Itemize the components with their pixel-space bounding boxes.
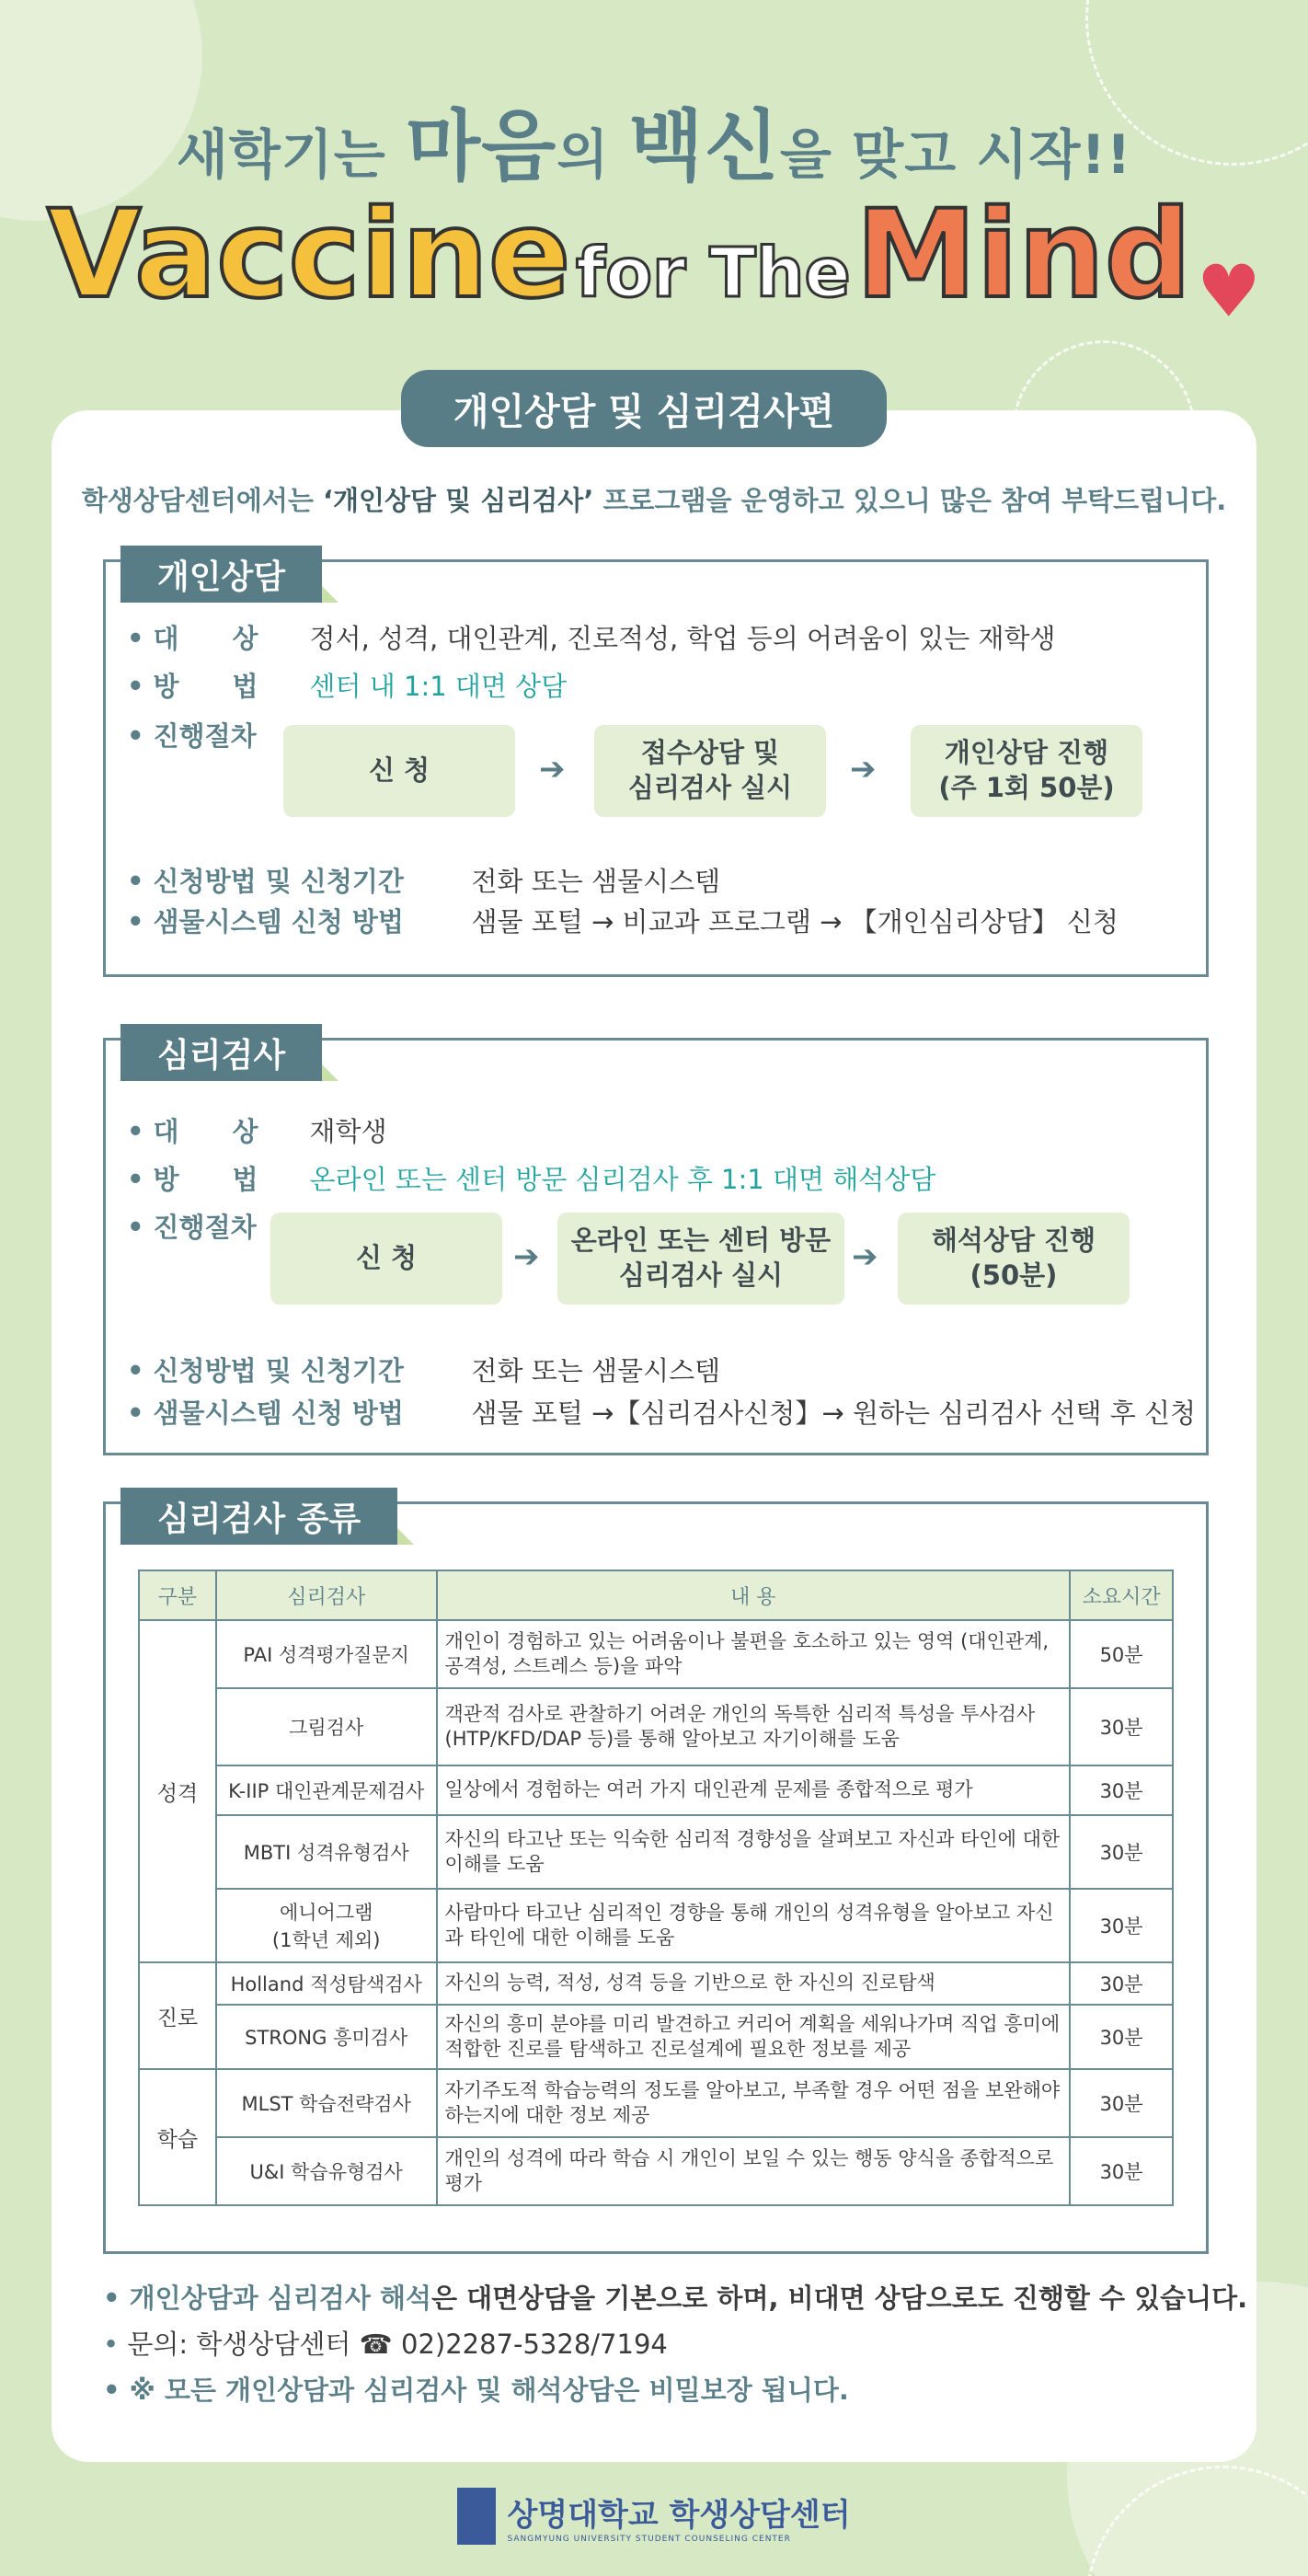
label: 방 법: [153, 1164, 258, 1195]
test-types-table: [138, 1570, 1174, 2206]
table-header: 구분: [139, 1570, 216, 1620]
table-header: 소요시간: [1070, 1570, 1173, 1620]
test-desc: 객관적 검사로 관찰하기 어려운 개인의 독특한 심리적 특성을 투사검사(HTP/KFD/DAP 등)를 통해 알아보고 자기이해를 도움: [437, 1688, 1071, 1765]
bullet-icon: •: [127, 1212, 144, 1243]
value: 전화 또는 샘물시스템: [471, 866, 721, 897]
category-cell: 학습: [139, 2069, 216, 2205]
label: 방 법: [153, 671, 258, 702]
counseling-target: [127, 618, 1056, 656]
table-header: 심리검사: [216, 1570, 437, 1620]
process-step: 신 청: [283, 725, 515, 817]
test-time: 30분: [1070, 1765, 1173, 1815]
note-emphasis: 개인상담과 심리검사 해석: [129, 2283, 431, 2314]
table-header-row: [139, 1570, 1173, 1620]
test-name: MLST 학습전략검사: [216, 2069, 437, 2137]
test-types-tab: 심리검사 종류: [120, 1488, 397, 1545]
table-header: 내 용: [437, 1570, 1071, 1620]
value: 전화 또는 샘물시스템: [471, 1355, 721, 1386]
title-for-the: for The: [576, 234, 851, 313]
testing-tab: 심리검사: [120, 1024, 322, 1081]
test-desc: 자기주도적 학습능력의 정도를 알아보고, 부족할 경우 어떤 점을 보완해야 하는지에 대한 정보 제공: [437, 2069, 1071, 2137]
test-desc: 자신의 타고난 또는 익숙한 심리적 경향성을 살펴보고 자신과 타인에 대한 이해를 도움: [437, 1815, 1071, 1889]
headline-part: 새학기는: [176, 123, 407, 186]
headline-part: 을 맞고 시작!!: [779, 123, 1132, 186]
test-name: STRONG 흥미검사: [216, 2005, 437, 2069]
bullet-icon: •: [127, 720, 144, 752]
table-row: [139, 1688, 1173, 1765]
test-desc: 자신의 흥미 분야를 미리 발견하고 커리어 계획을 세워나가며 직업 흥미에 적합한 진로를 탐색하고 진로설계에 필요한 정보를 제공: [437, 2005, 1071, 2069]
test-time: 30분: [1070, 1688, 1173, 1765]
process-step: 접수상담 및 심리검사 실시: [594, 725, 826, 817]
table-row: [139, 2137, 1173, 2205]
counseling-apply: [127, 861, 720, 899]
test-name: MBTI 성격유형검사: [216, 1815, 437, 1889]
confidential-text: ※ 모든 개인상담과 심리검사 및 해석상담은 비밀보장 됩니다.: [129, 2375, 849, 2406]
value: 재학생: [309, 1116, 387, 1147]
label: 신청방법 및 신청기간: [153, 1355, 404, 1386]
vaccine-title: [0, 184, 1308, 334]
bullet-icon: •: [103, 2375, 130, 2406]
table-row: [139, 1620, 1173, 1688]
bullet-icon: •: [127, 1397, 144, 1429]
bullet-icon: •: [103, 2329, 128, 2360]
contact-text: 문의: 학생상담센터 ☎ 02)2287-5328/7194: [127, 2329, 668, 2360]
process-step: 신 청: [270, 1213, 502, 1305]
note-interpretation: [103, 2278, 1247, 2316]
arrow-right-icon: ➔: [539, 751, 566, 788]
bullet-icon: •: [127, 1355, 144, 1386]
test-desc: 개인이 경험하고 있는 어려움이나 불편을 호소하고 있는 영역 (대인관계, 공격성, 스트레스 등)을 파악: [437, 1620, 1071, 1688]
arrow-right-icon: ➔: [850, 751, 877, 788]
test-time: 30분: [1070, 1815, 1173, 1889]
test-time: 30분: [1070, 2069, 1173, 2137]
counseling-system: [127, 902, 1119, 939]
footer: [0, 2488, 1308, 2545]
counseling-process: [127, 716, 257, 753]
test-time: 30분: [1070, 1962, 1173, 2005]
headline-emphasis: 백신: [628, 101, 780, 191]
headline-emphasis: 마음: [406, 101, 557, 191]
value: 샘물 포털 →【심리검사신청】→ 원하는 심리검사 선택 후 신청: [471, 1397, 1196, 1429]
testing-process: [127, 1207, 257, 1245]
testing-method: [127, 1159, 935, 1197]
category-cell: 성격: [139, 1620, 216, 1962]
value: 센터 내 1:1 대면 상담: [309, 671, 568, 702]
testing-target: [127, 1111, 387, 1149]
test-time: 30분: [1070, 2137, 1173, 2205]
title-mind: Mind: [855, 184, 1192, 326]
counseling-tab: 개인상담: [120, 546, 322, 603]
note-text: 은 대면상담을 기본으로 하며, 비대면 상담으로도 진행할 수 있습니다.: [431, 2283, 1248, 2314]
process-step: 온라인 또는 센터 방문 심리검사 실시: [557, 1213, 844, 1305]
bullet-icon: •: [127, 1164, 144, 1195]
test-name: U&I 학습유형검사: [216, 2137, 437, 2205]
test-desc: 일상에서 경험하는 여러 가지 대인관계 문제를 종합적으로 평가: [437, 1765, 1071, 1815]
intro-part: 학생상담센터에서는: [81, 485, 323, 516]
label: 신청방법 및 신청기간: [153, 866, 404, 897]
arrow-right-icon: ➔: [852, 1238, 878, 1275]
bullet-icon: •: [127, 906, 144, 937]
table-row: [139, 1765, 1173, 1815]
value: 정서, 성격, 대인관계, 진로적성, 학업 등의 어려움이 있는 재학생: [309, 623, 1056, 654]
label: 샘물시스템 신청 방법: [153, 1397, 404, 1429]
arrow-right-icon: ➔: [513, 1238, 540, 1275]
value: 샘물 포털 → 비교과 프로그램 → 【개인심리상담】 신청: [471, 906, 1119, 937]
intro-text: [52, 480, 1256, 518]
label: 대 상: [153, 1116, 258, 1147]
heart-icon: ♥: [1196, 250, 1261, 334]
title-vaccine: Vaccine: [47, 184, 571, 326]
value: 온라인 또는 센터 방문 심리검사 후 1:1 대면 해석상담: [309, 1164, 936, 1195]
test-name: 그림검사: [216, 1688, 437, 1765]
bullet-icon: •: [103, 2283, 130, 2314]
test-name: PAI 성격평가질문지: [216, 1620, 437, 1688]
table-row: [139, 1815, 1173, 1889]
process-step: 해석상담 진행 (50분): [898, 1213, 1130, 1305]
test-time: 50분: [1070, 1620, 1173, 1688]
headline-part: 의: [556, 123, 629, 186]
section-title: 개인상담 및 심리검사편: [401, 370, 887, 447]
process-step: 개인상담 진행 (주 1회 50분): [911, 725, 1142, 817]
test-desc: 자신의 능력, 적성, 성격 등을 기반으로 한 자신의 진로탐색: [437, 1962, 1071, 2005]
headline: [0, 85, 1308, 196]
bullet-icon: •: [127, 623, 144, 654]
table-row: [139, 1889, 1173, 1962]
test-name: K-IIP 대인관계문제검사: [216, 1765, 437, 1815]
bullet-icon: •: [127, 1116, 144, 1147]
counseling-method: [127, 666, 567, 704]
category-cell: 진로: [139, 1962, 216, 2069]
test-desc: 개인의 성격에 따라 학습 시 개인이 보일 수 있는 행동 양식을 종합적으로 평가: [437, 2137, 1071, 2205]
testing-system: [127, 1393, 1196, 1431]
table-row: [139, 2005, 1173, 2069]
testing-apply: [127, 1351, 720, 1388]
intro-emphasis: ‘개인상담 및 심리검사’: [322, 485, 594, 516]
test-time: 30분: [1070, 2005, 1173, 2069]
table-row: [139, 1962, 1173, 2005]
table-row: [139, 2069, 1173, 2137]
label: 샘물시스템 신청 방법: [153, 906, 404, 937]
test-name: Holland 적성탐색검사: [216, 1962, 437, 2005]
bullet-icon: •: [127, 866, 144, 897]
label: 진행절차: [153, 720, 257, 752]
bullet-icon: •: [127, 671, 144, 702]
note-contact: [103, 2324, 668, 2362]
test-desc: 사람마다 타고난 심리적인 경향을 통해 개인의 성격유형을 알아보고 자신과 타인에 대한 이해를 도움: [437, 1889, 1071, 1962]
test-time: 30분: [1070, 1889, 1173, 1962]
label: 진행절차: [153, 1212, 257, 1243]
test-name: 에니어그램 (1학년 제외): [216, 1889, 437, 1962]
center-name-english: SANGMYUNG UNIVERSITY STUDENT COUNSELING CENTER: [507, 2534, 791, 2544]
footer-text: [507, 2490, 850, 2544]
note-confidential: [103, 2370, 849, 2408]
university-logo-icon: [457, 2488, 496, 2545]
label: 대 상: [153, 623, 258, 654]
center-name: 상명대학교 학생상담센터: [507, 2496, 851, 2534]
intro-part: 프로그램을 운영하고 있으니 많은 참여 부탁드립니다.: [593, 485, 1227, 516]
